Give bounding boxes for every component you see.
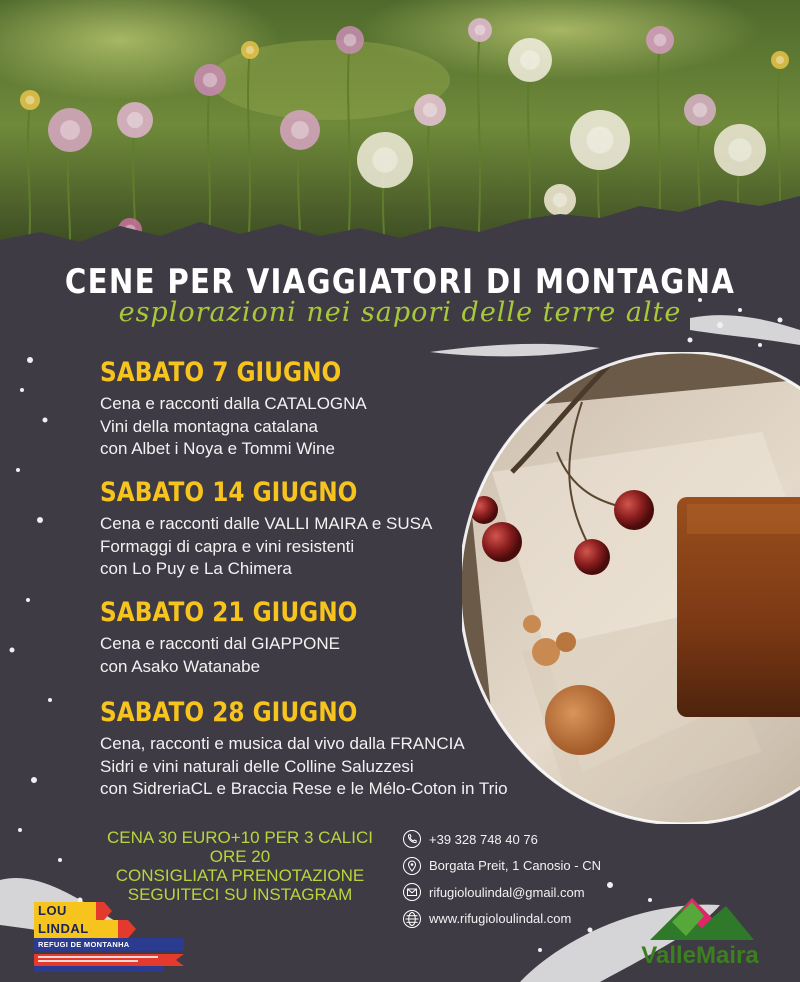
- mountain-icon: [620, 888, 780, 948]
- contact-phone[interactable]: [402, 826, 632, 853]
- lou-lindal-word-1: LOU: [38, 903, 67, 918]
- event-info: [98, 828, 382, 904]
- address-text: Borgata Preit, 1 Canosio - CN: [429, 858, 601, 874]
- event-14-giugno: [100, 477, 520, 581]
- contact-website[interactable]: [402, 906, 632, 933]
- event-line: Formaggi di capra e vini resistenti: [100, 536, 355, 556]
- lou-lindal-tagline: REFUGI DE MONTANHA: [38, 940, 130, 949]
- email-address: rifugioloulindal@gmail.com: [429, 884, 585, 900]
- event-21-giugno: [100, 597, 520, 678]
- event-line: con Albet i Noya e Tommi Wine: [100, 439, 335, 458]
- event-line: con SidreriaCL e Braccia Rese e le Mélo-Coton in Trio: [100, 779, 508, 798]
- valle-maira-name: ValleMaira: [641, 942, 759, 969]
- event-date: SABATO 7 GIUGNO: [100, 357, 342, 388]
- location-pin-icon: [402, 856, 422, 876]
- event-line: con Lo Puy e La Chimera: [100, 559, 292, 578]
- contact-address[interactable]: [402, 853, 632, 880]
- price-info: CENA 30 EURO+10 PER 3 CALICI: [107, 828, 373, 847]
- event-line: Cena, racconti e musica dal vivo dalla FRANCIA: [100, 734, 465, 753]
- event-28-giugno: [100, 697, 520, 801]
- phone-number: +39 328 748 40 76: [429, 831, 538, 847]
- globe-icon: [402, 909, 422, 929]
- lou-lindal-logo: [34, 896, 186, 976]
- event-7-giugno: [100, 357, 520, 461]
- time-info: ORE 20: [209, 847, 271, 866]
- website-url: www.rifugioloulindal.com: [429, 911, 572, 927]
- contacts: [402, 826, 632, 932]
- contact-email[interactable]: [402, 879, 632, 906]
- event-date: SABATO 14 GIUGNO: [100, 477, 358, 508]
- valle-maira-logo: [620, 888, 780, 978]
- event-line: Cena e racconti dalle VALLI MAIRA e SUSA: [100, 514, 433, 533]
- poster-title: CENE PER VIAGGIATORI DI MONTAGNA: [64, 262, 736, 302]
- event-date: SABATO 21 GIUGNO: [100, 597, 358, 628]
- email-icon: [402, 882, 422, 902]
- event-line: Cena e racconti dalla CATALOGNA: [100, 394, 367, 413]
- phone-icon: [402, 829, 422, 849]
- event-line: Cena e racconti dal GIAPPONE: [100, 634, 341, 653]
- booking-info: CONSIGLIATA PRENOTAZIONE: [115, 866, 365, 885]
- poster-subtitle: esplorazioni nei sapori delle terre alte: [118, 297, 682, 328]
- instagram-info: SEGUITECI SU INSTAGRAM: [127, 885, 353, 904]
- event-line: con Asako Watanabe: [100, 656, 261, 676]
- lou-lindal-word-2: LINDAL: [38, 921, 89, 936]
- event-line: Vini della montagna catalana: [100, 416, 319, 436]
- event-date: SABATO 28 GIUGNO: [100, 697, 358, 728]
- event-line: Sidri e vini naturali delle Colline Saluzzesi: [100, 756, 414, 776]
